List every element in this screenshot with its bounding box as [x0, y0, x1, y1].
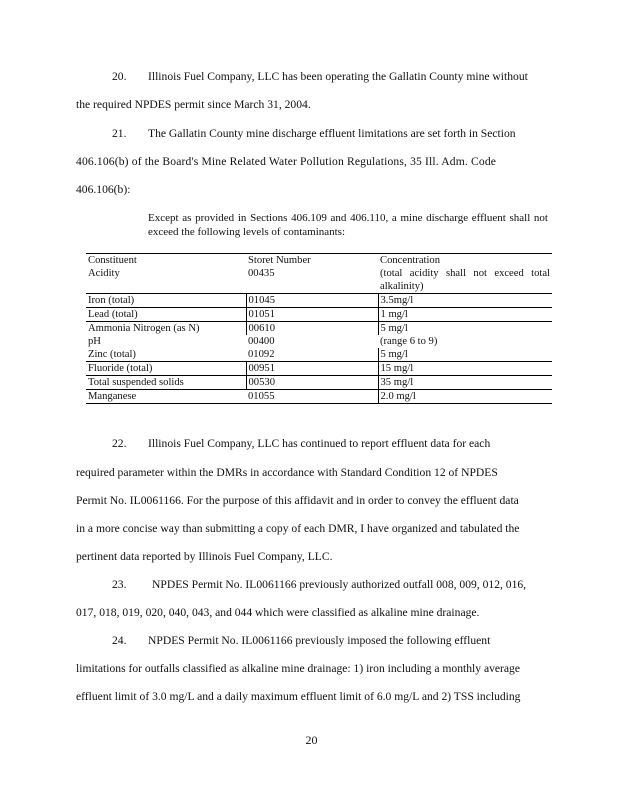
cell-concentration: 3.5mg/l: [378, 294, 552, 308]
regulation-quote-text: Except as provided in Sections 406.109 and 406.110, a mine discharge effluent shall not exceed the following levels of contaminants:: [148, 212, 548, 238]
paragraph-21-line-1: The Gallatin County mine discharge effluent limitations are set forth in Section: [148, 127, 516, 140]
table-row: [86, 294, 552, 308]
cell-constituent: Acidity: [86, 267, 246, 294]
paragraph-23-line-1: NPDES Permit No. IL0061166 previously authorized outfall 008, 009, 012, 016,: [152, 578, 527, 591]
cell-constituent: pH: [88, 336, 101, 347]
cell-constituent: Zinc (total): [86, 348, 246, 362]
cell-constituent: Iron (total): [86, 294, 246, 308]
paragraph-23-number: 23.: [112, 578, 127, 591]
paragraph-20-line-2: the required NPDES permit since March 31, 2004.: [76, 98, 311, 111]
paragraph-21-line-3: 406.106(b):: [76, 183, 131, 196]
table-row: [86, 322, 552, 336]
cell-constituent: Ammonia Nitrogen (as N): [88, 323, 200, 334]
table-row: [86, 308, 552, 322]
cell-concentration: 1 mg/l: [378, 308, 552, 322]
table-header-row: [86, 254, 552, 268]
header-concentration: Concentration: [378, 254, 552, 268]
cell-constituent: Total suspended solids: [86, 376, 246, 390]
table-row: [86, 335, 552, 348]
cell-concentration: 35 mg/l: [378, 376, 552, 390]
header-constituent: Constituent: [86, 254, 246, 268]
paragraph-24-line-1: NPDES Permit No. IL0061166 previously imposed the following effluent: [148, 634, 491, 647]
cell-constituent: Lead (total): [86, 308, 246, 322]
paragraph-21-line-2: 406.106(b) of the Board's Mine Related Water Pollution Regulations, 35 Ill. Adm. Code: [76, 155, 497, 168]
cell-storet: 00530: [246, 376, 378, 390]
regulation-quote: [148, 211, 548, 239]
cell-concentration: 15 mg/l: [378, 362, 552, 376]
paragraph-21-number: 21.: [112, 127, 127, 140]
table-row: [86, 267, 552, 294]
paragraph-23-line-2: 017, 018, 019, 020, 040, 043, and 044 which were classified as alkaline mine drainage.: [76, 606, 480, 619]
cell-storet: 00435: [246, 267, 378, 294]
cell-constituent: Fluoride (total): [86, 362, 246, 376]
cell-concentration: (total acidity shall not exceed total alkalinity): [380, 268, 550, 292]
page-number: 20: [305, 733, 318, 747]
table-row: [86, 348, 552, 362]
cell-storet: 00951: [246, 362, 378, 376]
paragraph-24-line-2: limitations for outfalls classified as alkaline mine drainage: 1) iron including a monthly average: [76, 662, 520, 675]
cell-storet: 01092: [246, 348, 378, 362]
cell-concentration: 5 mg/l: [378, 348, 552, 362]
cell-concentration: 5 mg/l: [378, 322, 552, 336]
table-row: [86, 362, 552, 376]
cell-storet: 01055: [246, 390, 378, 404]
header-storet-number: Storet Number: [246, 254, 378, 268]
table-row: [86, 390, 552, 404]
cell-storet: 00610: [246, 322, 378, 336]
paragraph-22-line-2: required parameter within the DMRs in accordance with Standard Condition 12 of NPDES: [76, 466, 498, 479]
paragraph-22-number: 22.: [112, 437, 127, 450]
cell-constituent: Manganese: [86, 390, 246, 404]
cell-concentration: (range 6 to 9): [380, 336, 438, 347]
paragraph-22-line-3: Permit No. IL0061166. For the purpose of this affidavit and in order to convey the effluent data: [76, 494, 519, 507]
paragraph-24-line-3: effluent limit of 3.0 mg/L and a daily maximum effluent limit of 6.0 mg/L and 2) TSS including: [76, 690, 521, 703]
paragraph-22-line-4: in a more concise way than submitting a copy of each DMR, I have organized and tabulated the: [76, 522, 520, 535]
paragraph-20-number: 20.: [112, 70, 127, 83]
paragraph-22-line-5: pertinent data reported by Illinois Fuel Company, LLC.: [76, 550, 333, 563]
paragraph-22-line-1: Illinois Fuel Company, LLC has continued to report effluent data for each: [148, 437, 491, 450]
cell-storet: 01045: [246, 294, 378, 308]
cell-concentration: 2.0 mg/l: [378, 390, 552, 404]
effluent-limits-table: [86, 253, 552, 404]
table-row: [86, 376, 552, 390]
cell-storet: 00400: [248, 336, 275, 347]
paragraph-24-number: 24.: [112, 634, 127, 647]
paragraph-20-line-1: Illinois Fuel Company, LLC has been operating the Gallatin County mine without: [148, 70, 528, 83]
cell-storet: 01051: [246, 308, 378, 322]
